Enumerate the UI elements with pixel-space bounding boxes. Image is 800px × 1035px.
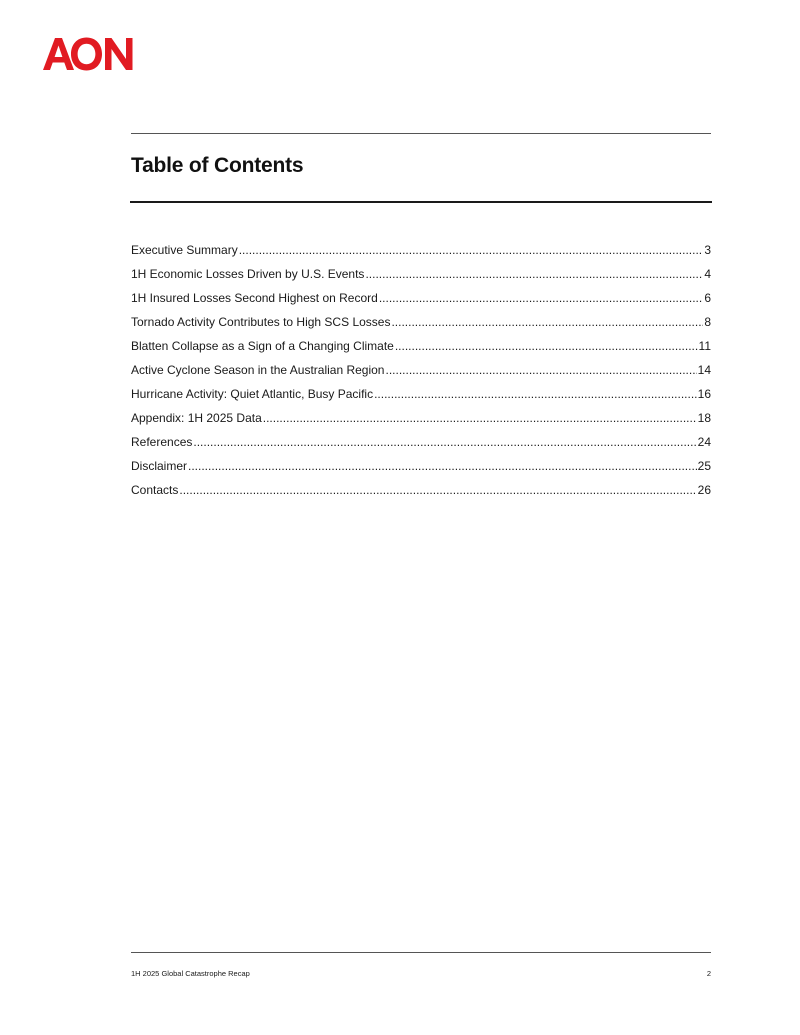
toc-entry-tornado-activity[interactable] [131,315,711,339]
toc-entry-page: 16 [697,387,711,401]
toc-entry-label: Executive Summary [131,243,238,257]
toc-leader-dots [395,339,698,353]
header-rule [131,133,711,134]
toc-entry-page: 4 [704,267,711,281]
toc-entry-page: 14 [697,363,711,377]
toc-leader-dots [365,267,703,281]
toc-entry-label: 1H Insured Losses Second Highest on Record [131,291,378,305]
toc-leader-dots [379,291,704,305]
toc-entry-label: Appendix: 1H 2025 Data [131,411,262,425]
toc-entry-label: Blatten Collapse as a Sign of a Changing Climate [131,339,394,353]
title-rule [130,201,712,203]
toc-entry-page: 24 [697,435,711,449]
toc-entry-label: Contacts [131,483,179,497]
toc-entry-disclaimer[interactable] [131,459,711,483]
toc-entry-page: 8 [704,315,711,329]
toc-entry-economic-losses[interactable] [131,267,711,291]
toc-leader-dots [179,483,696,497]
toc-entry-page: 18 [697,411,711,425]
toc-entry-insured-losses[interactable] [131,291,711,315]
toc-leader-dots [193,435,696,449]
toc-leader-dots [263,411,697,425]
toc-entry-label: References [131,435,193,449]
toc-leader-dots [391,315,703,329]
toc-leader-dots [385,363,696,377]
toc-leader-dots [188,459,697,473]
table-of-contents [131,243,711,507]
toc-entry-label: Hurricane Activity: Quiet Atlantic, Busy Pacific [131,387,374,401]
toc-entry-label: 1H Economic Losses Driven by U.S. Events [131,267,365,281]
aon-logo [43,36,133,72]
toc-entry-label: Tornado Activity Contributes to High SCS Losses [131,315,391,329]
toc-entry-hurricane-activity[interactable] [131,387,711,411]
toc-entry-cyclone-season[interactable] [131,363,711,387]
toc-entry-page: 3 [704,243,711,257]
page-title: Table of Contents [131,154,304,177]
toc-entry-appendix[interactable] [131,411,711,435]
toc-entry-executive-summary[interactable] [131,243,711,267]
toc-entry-page: 26 [697,483,711,497]
toc-leader-dots [239,243,704,257]
toc-entry-references[interactable] [131,435,711,459]
toc-entry-label: Active Cyclone Season in the Australian Region [131,363,385,377]
toc-entry-blatten-collapse[interactable] [131,339,711,363]
toc-leader-dots [374,387,697,401]
footer-rule [131,952,711,953]
footer-document-title: 1H 2025 Global Catastrophe Recap [131,969,250,978]
toc-entry-contacts[interactable] [131,483,711,507]
footer-page-number: 2 [706,969,711,978]
toc-entry-page: 11 [698,339,711,353]
toc-entry-page: 25 [697,459,711,473]
toc-entry-page: 6 [704,291,711,305]
toc-entry-label: Disclaimer [131,459,188,473]
